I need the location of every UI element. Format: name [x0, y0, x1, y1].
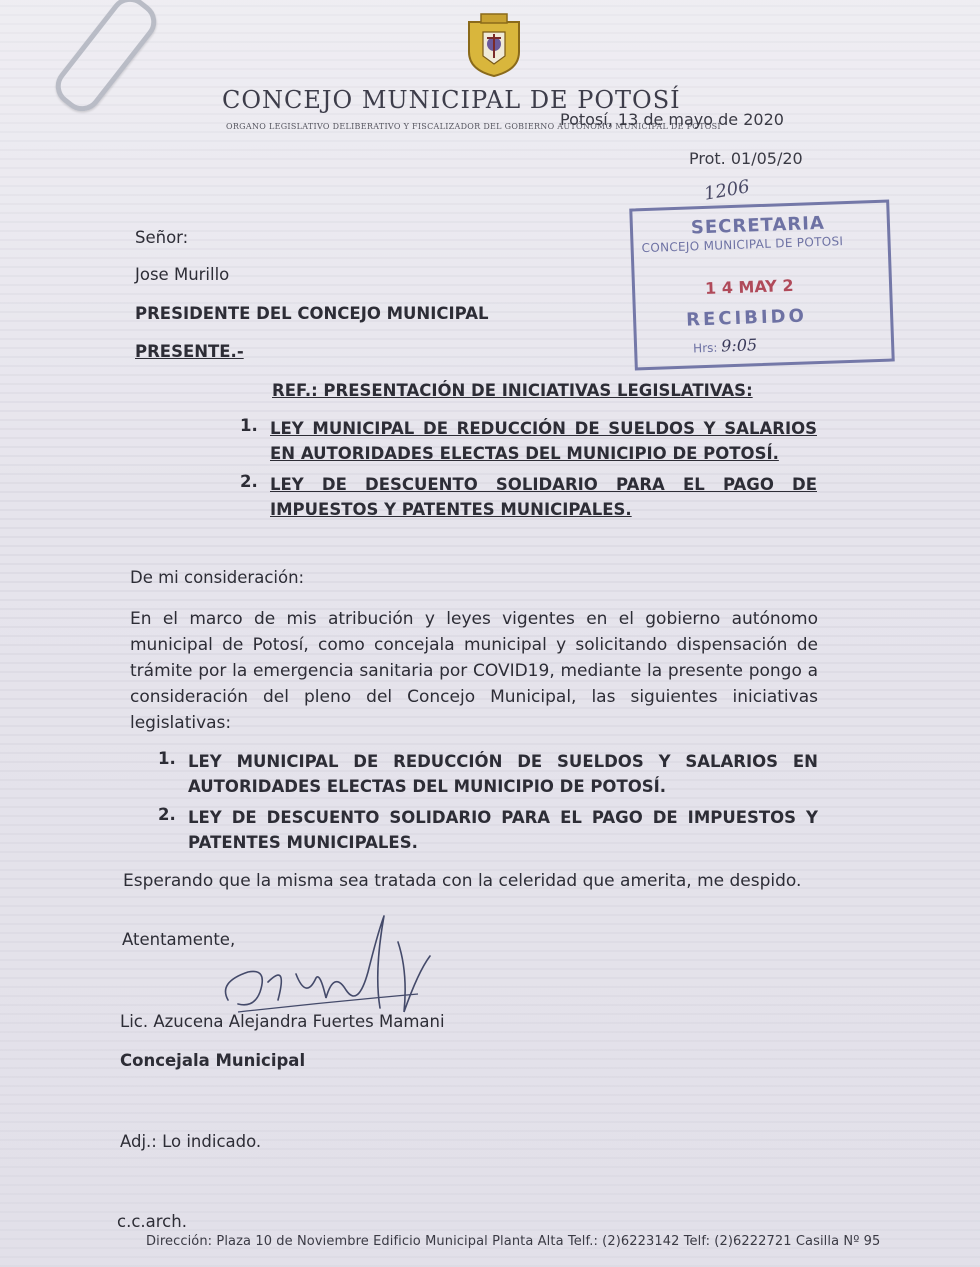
letter-date: Potosí, 13 de mayo de 2020: [560, 110, 784, 129]
valediction: Atentamente,: [122, 930, 236, 949]
footer-address: Dirección: Plaza 10 de Noviembre Edificio Municipal Planta Alta Telf.: (2)6223142 Telf: (2)6222721 Casilla Nº 95: [146, 1234, 881, 1249]
initiatives-list: [158, 749, 818, 861]
paper-clip: [48, 0, 165, 119]
presente-label: PRESENTE.-: [135, 342, 244, 361]
stamp-hours: Hrs: 9:05: [692, 335, 758, 356]
salutation: Señor:: [135, 228, 189, 247]
handwritten-number: 1206: [702, 176, 752, 205]
cc-note: c.c.arch.: [117, 1212, 187, 1231]
reference-list: [240, 416, 817, 528]
org-subtitle: ORGANO LEGISLATIVO DELIBERATIVO Y FISCALIZADOR DEL GOBIERNO AUTÓNOMO MUNICIPAL DE POTOSÍ: [226, 122, 721, 131]
closing-paragraph: Esperando que la misma sea tratada con la celeridad que amerita, me despido.: [123, 871, 802, 891]
recipient-name: Jose Murillo: [135, 265, 230, 284]
greeting: De mi consideración:: [130, 568, 305, 587]
received-stamp: [629, 200, 894, 371]
stamp-status: RECIBIDO: [685, 305, 808, 331]
coat-of-arms-icon: [463, 12, 525, 78]
list-item: 1. LEY MUNICIPAL DE REDUCCIÓN DE SUELDOS Y SALARIOS EN AUTORIDADES ELECTAS DEL MUNICIPIO DE POTOSÍ.: [158, 749, 818, 796]
org-title: CONCEJO MUNICIPAL DE POTOSÍ: [222, 86, 681, 114]
reference-heading: REF.: PRESENTACIÓN DE INICIATIVAS LEGISLATIVAS:: [272, 381, 753, 400]
stamp-date: 1 4 MAY 2: [704, 275, 794, 298]
stamp-hours-value: 9:05: [720, 335, 758, 356]
protocol-number: Prot. 01/05/20: [689, 149, 803, 168]
list-item: 2. LEY DE DESCUENTO SOLIDARIO PARA EL PAGO DE IMPUESTOS Y PATENTES MUNICIPALES.: [240, 472, 817, 519]
stamp-line-secretaria: SECRETARIA: [690, 212, 826, 239]
signer-role: Concejala Municipal: [120, 1051, 306, 1070]
stamp-line-concejo: CONCEJO MUNICIPAL DE POTOSI: [641, 234, 844, 256]
signer-name: Lic. Azucena Alejandra Fuertes Mamani: [120, 1012, 445, 1031]
list-item: 1. LEY MUNICIPAL DE REDUCCIÓN DE SUELDOS Y SALARIOS EN AUTORIDADES ELECTAS DEL MUNICIPIO DE POTOSÍ.: [240, 416, 817, 463]
annex-note: Adj.: Lo indicado.: [120, 1132, 262, 1151]
recipient-title: PRESIDENTE DEL CONCEJO MUNICIPAL: [135, 304, 489, 323]
list-item: 2. LEY DE DESCUENTO SOLIDARIO PARA EL PAGO DE IMPUESTOS Y PATENTES MUNICIPALES.: [158, 805, 818, 852]
body-paragraph: En el marco de mis atribución y leyes vigentes en el gobierno autónomo municipal de Potosí, como concejala municipal y solicitando dispensación de trámite por la emergencia sanitaria por COVID19, mediante la presente pongo a consideración del pleno del Concejo Municipal, las siguientes iniciativas legislativas:: [130, 609, 818, 733]
